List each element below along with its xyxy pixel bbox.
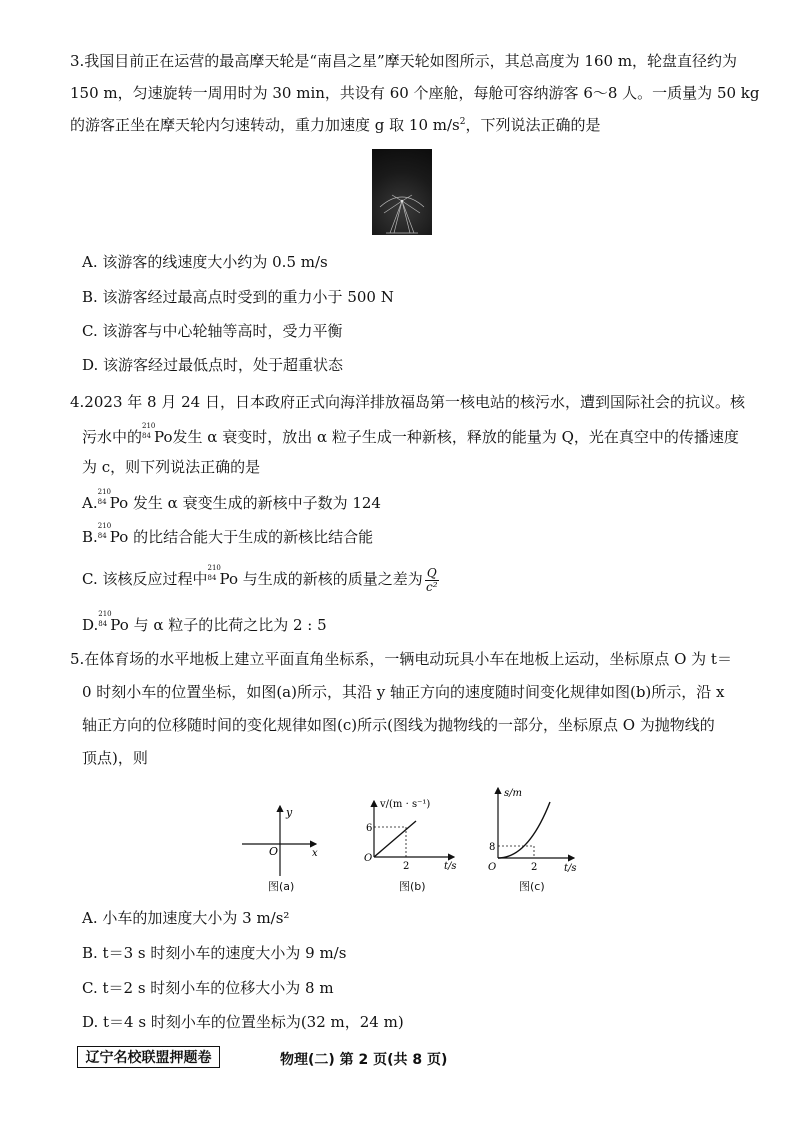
q3-option-d[interactable]: D. 该游客经过最低点时，处于超重状态 [82, 356, 344, 374]
fig-c-origin: O [488, 862, 497, 873]
q3-stem-sup: 2 [459, 117, 466, 127]
fig-b-x-label: t/s [444, 861, 457, 872]
q4-option-b[interactable]: B. 210 84 Po 的比结合能大于生成的新核比结合能 [82, 522, 374, 546]
fig-c-y-tick: 8 [489, 842, 496, 853]
q5-option-c[interactable]: C. t＝2 s 时刻小车的位移大小为 8 m [82, 979, 334, 997]
fig-c-y-label: s/m [504, 788, 522, 799]
q-over-c2-fraction: $\frac{Q}{\text{c²}}$ [426, 566, 438, 594]
fig-c-caption: 图(c) [519, 880, 545, 893]
fig-a-x-label: x [312, 848, 318, 859]
exam-brand-label: 辽宁名校联盟押题卷 [77, 1046, 220, 1068]
fig-b-y-label: v/(m · s⁻¹) [380, 799, 431, 810]
q3-stem-line3 [70, 118, 601, 133]
fig-a-y-label: y [286, 806, 293, 819]
ferris-wheel-photo [372, 149, 432, 235]
q3-stem-line2: 150 m，匀速旋转一周用时为 30 min，共设有 60 个座舱，每舱可容纳游客 6～8 人。一质量为 50 kg [70, 84, 760, 102]
q3-option-a[interactable]: A. 该游客的线速度大小约为 0.5 m/s [82, 253, 328, 271]
fig-b-y-tick: 6 [366, 823, 373, 834]
fig-a-caption: 图(a) [268, 880, 295, 893]
fig-c-x-label: t/s [564, 863, 577, 874]
figure-b [360, 795, 460, 875]
figure-a [238, 800, 328, 880]
q5-option-a[interactable]: A. 小车的加速度大小为 3 m/s² [82, 909, 290, 927]
q4-option-d[interactable]: D. 210 84 Po 与 α 粒子的比荷之比为 2 : 5 [82, 610, 327, 634]
fig-c-parabola [498, 802, 550, 858]
q5-stem-line2: 0 时刻小车的位置坐标，如图(a)所示，其沿 y 轴正方向的速度随时间变化规律如图(b)所示，沿 x [82, 683, 725, 701]
fig-b-line [374, 821, 416, 857]
q4-stem-line3: 为 c，则下列说法正确的是 [82, 458, 261, 476]
q4-stem-line1: 4.2023 年 8 月 24 日，日本政府正式向海洋排放福岛第一核电站的核污水，遭到国际社会的抗议。核 [70, 393, 745, 411]
fig-b-x-tick: 2 [403, 861, 410, 872]
q5-stem-line1: 5.在体育场的水平地板上建立平面直角坐标系，一辆电动玩具小车在地板上运动，坐标原点 O 为 t＝ [70, 650, 732, 668]
q5-stem-line4: 顶点)，则 [82, 749, 148, 767]
po-nuclide-superscripts: 210 84 [142, 422, 156, 440]
q3-option-b[interactable]: B. 该游客经过最高点时受到的重力小于 500 N [82, 288, 394, 306]
ferris-wheel-drawing [372, 149, 432, 235]
q3-option-c[interactable]: C. 该游客与中心轮轴等高时，受力平衡 [82, 322, 343, 340]
q5-option-d[interactable]: D. t＝4 s 时刻小车的位置坐标为(32 m，24 m) [82, 1013, 404, 1031]
q4-option-c[interactable]: C. 该核反应过程中 210 84 Po 与生成的新核的质量之差为 $\frac{Q}{\text{c²}}$ [82, 564, 438, 594]
po-symbol: Po [154, 428, 173, 446]
q4-stem-line2-a: 污水中的 [82, 428, 143, 446]
page-info: 物理(二) 第 2 页(共 8 页) [280, 1052, 448, 1068]
fig-b-origin: O [364, 853, 373, 864]
figure-c [484, 782, 584, 874]
q5-option-b[interactable]: B. t＝3 s 时刻小车的速度大小为 9 m/s [82, 944, 347, 962]
q3-stem-line3-b: ，下列说法正确的是 [465, 116, 601, 134]
fig-b-caption: 图(b) [399, 880, 426, 893]
fig-c-x-tick: 2 [531, 862, 538, 873]
q3-stem-line3-a: 的游客正坐在摩天轮内匀速转动，重力加速度 g 取 10 m/s [70, 116, 460, 134]
q3-stem-line1: 3.我国目前正在运营的最高摩天轮是“南昌之星”摩天轮如图所示，其总高度为 160 m，轮盘直径约为 [70, 52, 738, 70]
q4-stem-line2 [82, 422, 739, 446]
fig-a-origin: O [269, 845, 279, 858]
q4-stem-line2-b: 发生 α 衰变时，放出 α 粒子生成一种新核，释放的能量为 Q，光在真空中的传播速度 [172, 428, 739, 446]
q4-option-a[interactable]: A. 210 84 Po 发生 α 衰变生成的新核中子数为 124 [82, 488, 381, 512]
q5-stem-line3: 轴正方向的位移随时间的变化规律如图(c)所示(图线为抛物线的一部分，坐标原点 O 为抛物线的 [82, 716, 715, 734]
